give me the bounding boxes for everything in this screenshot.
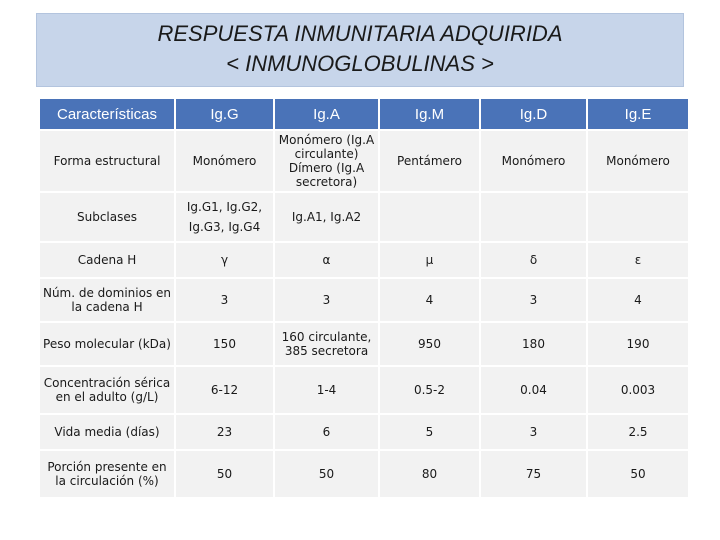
table-cell: Ig.A1, Ig.A2 — [275, 193, 378, 241]
table-cell: 75 — [481, 451, 586, 497]
row-label: Forma estructural — [40, 131, 174, 191]
row-label: Núm. de dominios en la cadena H — [40, 279, 174, 321]
immunoglobulin-table — [38, 97, 690, 499]
table-cell: 2.5 — [588, 415, 688, 449]
table-row — [40, 415, 688, 449]
table-cell: 3 — [275, 279, 378, 321]
table-cell: 50 — [176, 451, 273, 497]
header-characteristics: Características — [40, 99, 174, 129]
table-cell: δ — [481, 243, 586, 277]
table-cell: 0.003 — [588, 367, 688, 413]
table-cell: Monómero — [176, 131, 273, 191]
table-cell: 4 — [380, 279, 479, 321]
row-label: Concentración sérica en el adulto (g/L) — [40, 367, 174, 413]
row-label: Porción presente en la circulación (%) — [40, 451, 174, 497]
header-igm: Ig.M — [380, 99, 479, 129]
row-label: Cadena H — [40, 243, 174, 277]
table-cell: 160 circulante, 385 secretora — [275, 323, 378, 365]
table-cell: Monómero — [588, 131, 688, 191]
table-cell: 50 — [588, 451, 688, 497]
table-cell: 5 — [380, 415, 479, 449]
table-cell: 3 — [176, 279, 273, 321]
slide-title — [36, 13, 684, 87]
table-row — [40, 193, 688, 241]
table-cell: Ig.G1, Ig.G2, Ig.G3, Ig.G4 — [176, 193, 273, 241]
table-cell: 4 — [588, 279, 688, 321]
table-cell: Monómero (Ig.A circulante) Dímero (Ig.A secretora) — [275, 131, 378, 191]
header-ige: Ig.E — [588, 99, 688, 129]
title-line-2: < INMUNOGLOBULINAS > — [226, 51, 494, 76]
table-cell: ε — [588, 243, 688, 277]
row-label: Subclases — [40, 193, 174, 241]
table-row — [40, 451, 688, 497]
table-cell: α — [275, 243, 378, 277]
table-cell: 50 — [275, 451, 378, 497]
table-row — [40, 323, 688, 365]
header-igd: Ig.D — [481, 99, 586, 129]
table-cell: 23 — [176, 415, 273, 449]
header-row — [40, 99, 688, 129]
table-cell: 950 — [380, 323, 479, 365]
table-cell — [481, 193, 586, 241]
row-label: Vida media (días) — [40, 415, 174, 449]
table-cell: 80 — [380, 451, 479, 497]
table-cell: μ — [380, 243, 479, 277]
table-cell: 180 — [481, 323, 586, 365]
table-cell: 3 — [481, 415, 586, 449]
header-igg: Ig.G — [176, 99, 273, 129]
table-cell: 6 — [275, 415, 378, 449]
table-cell: 0.5-2 — [380, 367, 479, 413]
table-cell: Monómero — [481, 131, 586, 191]
title-line-1: RESPUESTA INMUNITARIA ADQUIRIDA — [157, 21, 563, 46]
table-cell: 150 — [176, 323, 273, 365]
table-cell: γ — [176, 243, 273, 277]
table-cell: 3 — [481, 279, 586, 321]
table-row — [40, 367, 688, 413]
table-cell: 1-4 — [275, 367, 378, 413]
table-cell: 6-12 — [176, 367, 273, 413]
table-row — [40, 131, 688, 191]
table-row — [40, 243, 688, 277]
row-label: Peso molecular (kDa) — [40, 323, 174, 365]
table-cell — [380, 193, 479, 241]
table-row — [40, 279, 688, 321]
table-cell: Pentámero — [380, 131, 479, 191]
table-cell: 190 — [588, 323, 688, 365]
table-cell: 0.04 — [481, 367, 586, 413]
header-iga: Ig.A — [275, 99, 378, 129]
table-cell — [588, 193, 688, 241]
